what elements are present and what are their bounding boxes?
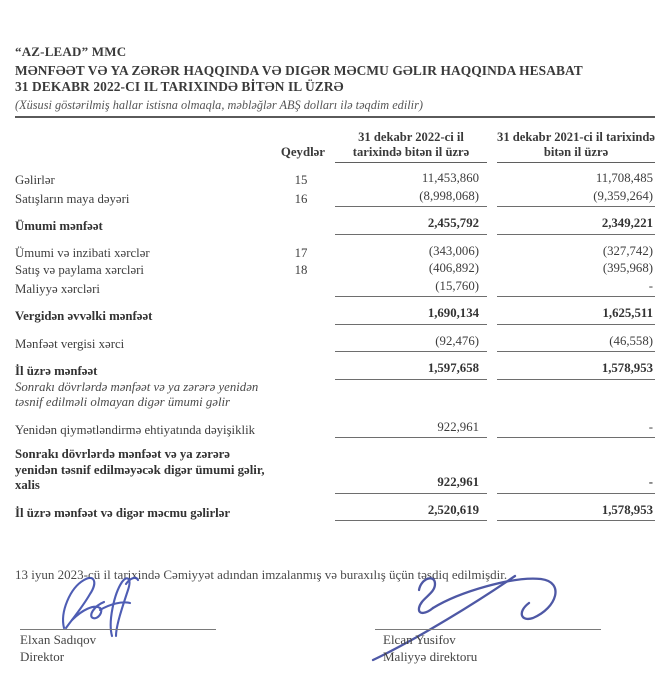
table-row <box>15 244 655 262</box>
row-amount-2022: (343,006) <box>428 243 479 258</box>
row-label: Satış və paylama xərcləri <box>15 263 144 277</box>
row-amount-2021: (327,742) <box>602 243 653 258</box>
row-label: Maliyyə xərcləri <box>15 281 100 296</box>
row-amount-2022: 11,453,860 <box>421 171 479 185</box>
table-row <box>15 420 655 439</box>
row-amount-2022: 2,455,792 <box>335 216 487 235</box>
column-header-notes: Qeydlər <box>280 145 325 159</box>
table-row <box>15 447 655 494</box>
signatory-finance-director <box>375 568 601 678</box>
row-label: Mənfəət vergisi xərci <box>15 336 125 351</box>
table-body <box>15 171 655 521</box>
row-note: 18 <box>294 263 308 277</box>
table-row <box>15 380 655 411</box>
table-header-row <box>15 130 655 163</box>
row-label: Yenidən qiymətləndirmə ehtiyatında dəyişiklik <box>15 422 256 437</box>
company-name: “AZ-LEAD” MMC <box>15 44 127 59</box>
row-amount-2021: 1,578,953 <box>497 503 655 522</box>
row-amount-2022 <box>335 409 487 411</box>
table-row <box>15 279 655 298</box>
table-row <box>15 171 655 189</box>
signature-section <box>0 568 668 688</box>
row-amount-2022: 922,961 <box>335 420 487 439</box>
row-amount-2021: (395,968) <box>602 261 653 275</box>
table-row <box>15 334 655 353</box>
finance-director-signature-line <box>375 629 601 630</box>
row-amount-2021: 1,578,953 <box>497 361 655 380</box>
finance-director-name: Elcan Yusifov <box>383 632 456 647</box>
row-note: 17 <box>294 245 308 260</box>
row-amount-2022: (15,760) <box>335 279 487 298</box>
row-amount-2021: 2,349,221 <box>497 216 655 235</box>
row-note: 16 <box>294 191 308 206</box>
row-amount-2022: (8,998,068) <box>335 189 487 208</box>
row-note: 15 <box>294 173 308 187</box>
table-row <box>15 306 655 325</box>
document-title-line1: MƏNFƏƏT VƏ YA ZƏRƏR HAQQINDA VƏ DIGƏR MƏCMU GƏLIR HAQQINDA HESABAT <box>15 63 583 78</box>
income-statement-table <box>15 130 655 521</box>
row-amount-2021 <box>497 409 655 411</box>
row-amount-2021: - <box>497 420 655 439</box>
row-amount-2022: (406,892) <box>428 261 479 275</box>
row-amount-2021: - <box>497 279 655 298</box>
document-title-line2: 31 DEKABR 2022-CI IL TARIXINDƏ BİTƏN IL ÜZRƏ <box>15 79 344 94</box>
row-amount-2021: (46,558) <box>497 334 655 353</box>
row-label: Ümumi və inzibati xərclər <box>15 245 150 260</box>
row-amount-2021: 11,708,485 <box>595 171 653 185</box>
director-role: Direktor <box>20 649 65 664</box>
row-amount-2021: 1,625,511 <box>497 306 655 325</box>
table-row <box>15 503 655 522</box>
row-label: Sonrakı dövrlərdə mənfəət və ya zərərə yenidən təsnif edilməli olmayan digər ümumi gəlir <box>15 379 259 409</box>
row-amount-2022: (92,476) <box>335 334 487 353</box>
row-label: Ümumi mənfəət <box>15 219 103 233</box>
row-amount-2021: - <box>497 475 655 494</box>
director-signature-line <box>20 629 216 630</box>
document-title <box>15 63 655 95</box>
table-row <box>15 361 655 380</box>
row-amount-2021: (9,359,264) <box>497 189 655 208</box>
currency-note: (Xüsusi göstərilmiş hallar istisna olmaqla, məbləğlər ABŞ dolları ilə təqdim edilir) <box>15 98 655 118</box>
row-label: Vergidən əvvəlki mənfəət <box>15 309 153 323</box>
row-amount-2022: 2,520,619 <box>335 503 487 522</box>
row-amount-2022: 1,597,658 <box>335 361 487 380</box>
row-amount-2022: 1,690,134 <box>335 306 487 325</box>
table-row <box>15 189 655 208</box>
table-row <box>15 261 655 279</box>
signatory-director <box>20 568 216 678</box>
row-label: İl üzrə mənfəət və digər məcmu gəlirlər <box>15 505 231 520</box>
column-header-2022: 31 dekabr 2022-ci il tarixində bitən il üzrə <box>335 130 487 163</box>
finance-director-role: Maliyyə direktoru <box>383 649 478 664</box>
row-label: Gəlirlər <box>15 173 55 187</box>
director-name: Elxan Sadıqov <box>20 632 97 647</box>
row-label: Satışların maya dəyəri <box>15 191 130 206</box>
approval-statement: 13 iyun 2023-cü il tarixində Cəmiyyət adından imzalanmış və buraxılış üçün təsdiq edilmişdir. <box>15 567 508 582</box>
table-row <box>15 216 655 235</box>
column-header-2021: 31 dekabr 2021-ci il tarixində bitən il üzrə <box>497 130 655 163</box>
row-amount-2022: 922,961 <box>335 475 487 494</box>
row-label: Sonrakı dövrlərdə mənfəət və ya zərərə yenidən təsnif edilməyəcək digər ümumi gəlir, xalis <box>15 447 265 492</box>
row-label: İl üzrə mənfəət <box>15 364 98 378</box>
